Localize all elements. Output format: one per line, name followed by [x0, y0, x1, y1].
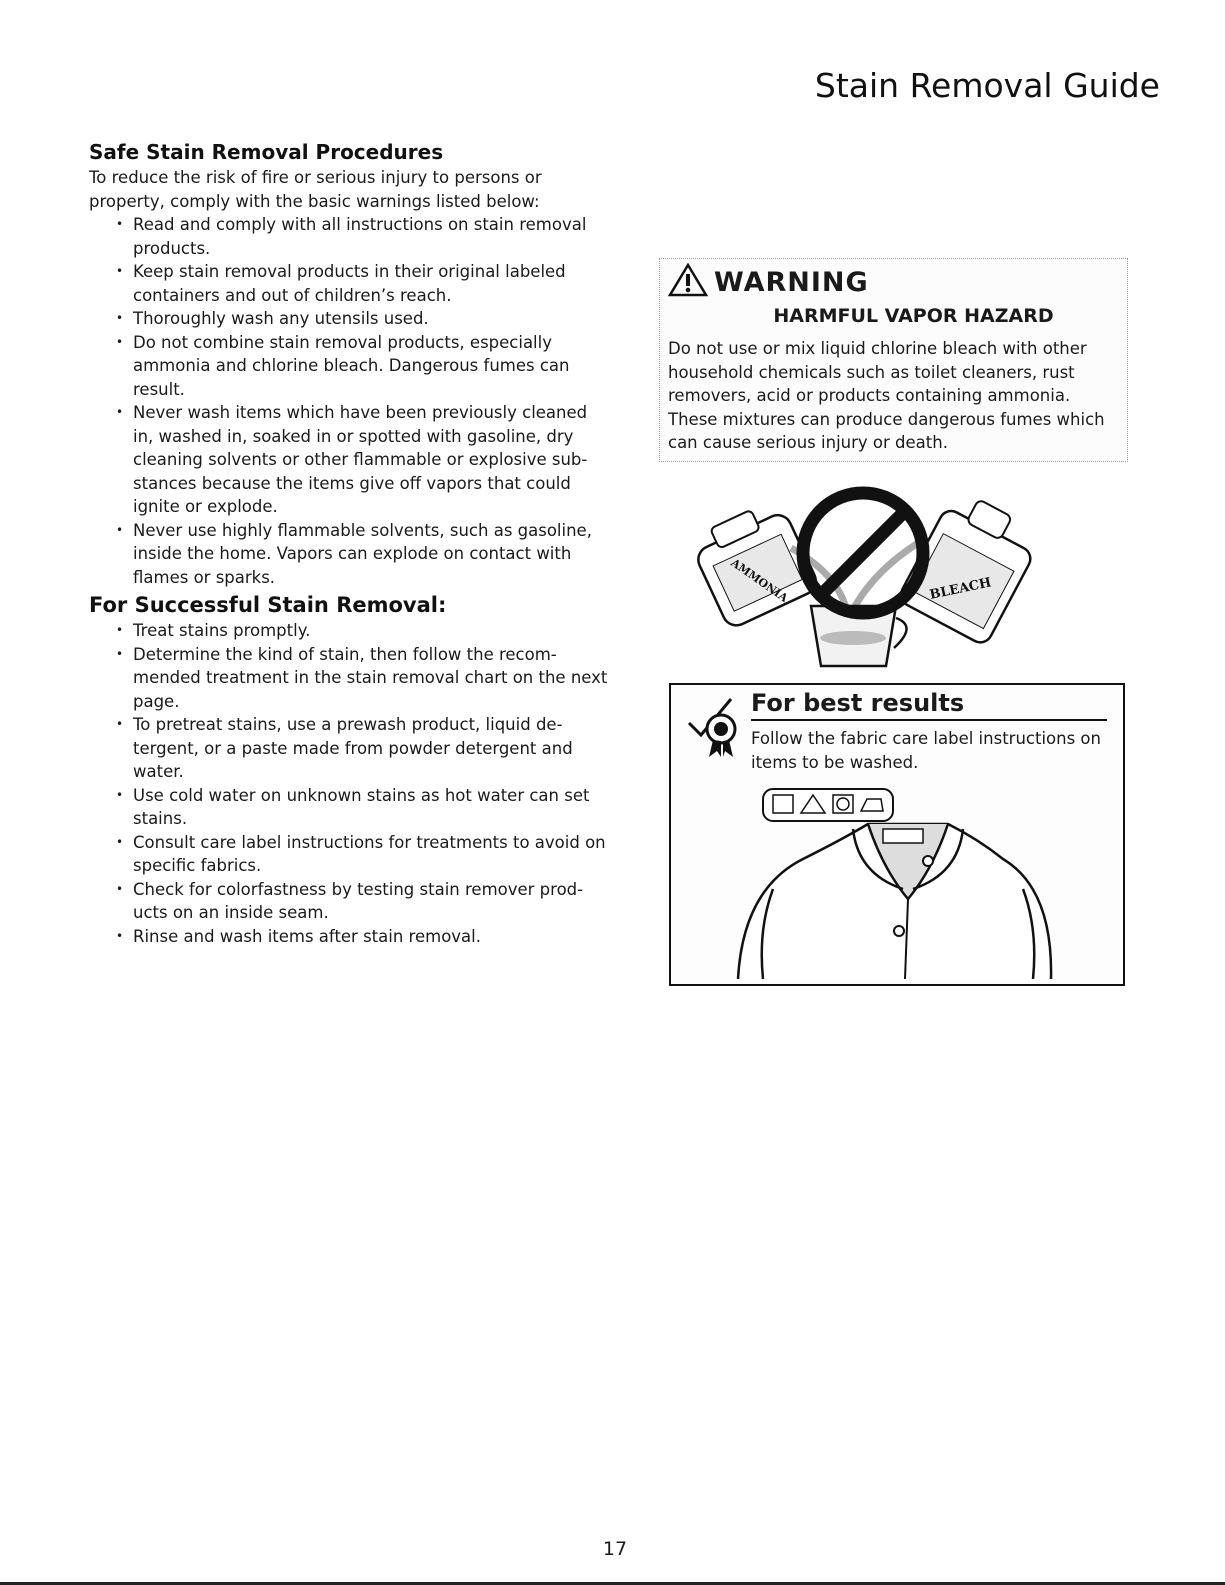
list-item: • Do not combine stain removal products, especially ammonia and chlorine bleach. Dangerous fumes can result.: [133, 331, 609, 402]
best-results-box: [669, 683, 1125, 986]
list-item: • Thoroughly wash any utensils used.: [133, 307, 609, 331]
successful-removal-list: [89, 619, 609, 948]
list-item: • Use cold water on unknown stains as hot water can set stains.: [133, 784, 609, 831]
warning-text: Do not use or mix liquid chlorine bleach with other household chemicals such as toilet cleaners, rust removers, acid or products containing ammonia. These mixtures can produce dangerous fumes which can cause serious injury or death.: [668, 339, 1105, 452]
warning-box: [659, 258, 1128, 462]
list-item: • Determine the kind of stain, then follow the recom-mended treatment in the stain removal chart on the next page.: [133, 643, 609, 714]
safe-procedures-list: [89, 213, 609, 589]
successful-removal-heading: For Successful Stain Removal:: [89, 593, 447, 617]
list-item: • Keep stain removal products in their original labeled containers and out of children’s reach.: [133, 260, 609, 307]
safe-procedures-heading: Safe Stain Removal Procedures: [89, 140, 444, 164]
shirt-care-label-illustration: [733, 779, 1063, 979]
hazard-title: HARMFUL VAPOR HAZARD: [773, 305, 1054, 327]
warning-triangle-icon: [668, 263, 708, 301]
chemical-mixing-illustration: [696, 478, 1042, 670]
list-item: • Read and comply with all instructions on stain removal products.: [133, 213, 609, 260]
ammonia-label: AMMONIA: [728, 556, 791, 605]
list-item: • To pretreat stains, use a prewash product, liquid de-tergent, or a paste made from powder detergent and water.: [133, 713, 609, 784]
best-results-text: Follow the fabric care label instructions on items to be washed.: [751, 729, 1101, 772]
ribbon-award-icon: [681, 691, 751, 761]
warning-header: [668, 263, 869, 301]
list-item: • Rinse and wash items after stain removal.: [133, 925, 609, 949]
list-item: • Treat stains promptly.: [133, 619, 609, 643]
list-item: • Check for colorfastness by testing stain remover prod-ucts on an inside seam.: [133, 878, 609, 925]
list-item: • Consult care label instructions for treatments to avoid on specific fabrics.: [133, 831, 609, 878]
safe-procedures-intro: To reduce the risk of fire or serious injury to persons or property, comply with the basic warnings listed below:: [89, 168, 542, 211]
warning-word: WARNING: [714, 266, 869, 298]
best-results-title: For best results: [751, 689, 1107, 721]
list-item: • Never use highly flammable solvents, such as gasoline, inside the home. Vapors can explode on contact with flames or sparks.: [133, 519, 609, 590]
left-column: [89, 140, 609, 948]
page-number: 17: [602, 1538, 628, 1560]
bleach-label: BLEACH: [928, 575, 993, 603]
list-item: • Never wash items which have been previously cleaned in, washed in, soaked in or spotted with gasoline, dry cleaning solvents or other flammable or explosive sub-stances because the items give off vapors that could ignite or explode.: [133, 401, 609, 519]
page-title: Stain Removal Guide: [814, 66, 1160, 105]
